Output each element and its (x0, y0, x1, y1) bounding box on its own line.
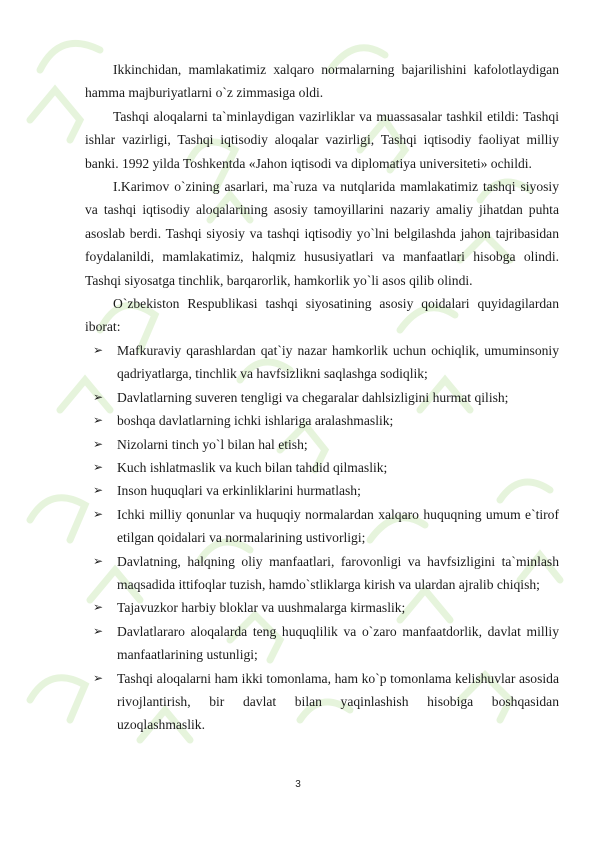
list-item-text: Davlatlararo aloqalarda teng huquqlilik va o`zaro manfaatdorlik, davlat milliy manfaatlarining ustunligi; (117, 623, 559, 663)
list-item-text: Nizolarni tinch yo`l bilan hal etish; (117, 436, 308, 452)
list-item-text: Ichki milliy qonunlar va huquqiy normalardan xalqaro huquqning umum e`tirof etilgan qoidalari va normalarining ustivorligi; (117, 506, 559, 546)
list-item (85, 456, 559, 479)
arrow-bullet-icon: ➢ (93, 553, 104, 568)
paragraph: Ikkinchidan, mamlakatimiz xalqaro normalarning bajarilishini kafolotlaydigan hamma majburiyatlarni o`z zimmasiga oldi. (85, 62, 559, 101)
list-item-text: boshqa davlatlarning ichki ishlariga aralashmaslik; (117, 413, 394, 429)
list-item (85, 620, 559, 667)
arrow-bullet-icon: ➢ (93, 459, 104, 474)
list-item-text: Inson huquqlari va erkinliklarini hurmatlash; (117, 483, 361, 499)
arrow-bullet-icon: ➢ (93, 342, 104, 357)
arrow-bullet-icon: ➢ (93, 389, 104, 404)
list-item (85, 386, 559, 409)
list-item (85, 596, 559, 619)
list-item (85, 409, 559, 432)
list-item-text: Davlatning, halqning oliy manfaatlari, farovonligi va havfsizligini ta`minlash maqsadida ittifoqlar tuzish, hamdo`stliklarga kirish va ulardan ajralib chiqish; (117, 553, 559, 592)
list-item-text: Davlatlarning suveren tengligi va chegaralar dahlsizligini hurmat qilish; (117, 389, 509, 405)
list-item-text: Kuch ishlatmaslik va kuch bilan tahdid qilmaslik; (117, 459, 388, 475)
list-item (85, 550, 559, 597)
list-item (85, 503, 559, 550)
paragraph: I.Karimov o`zining asarlari, ma`ruza va nutqlarida mamlakatimiz tashqi siyosiy va tashqi iqtisodiy aloqalarining asosiy tamoyillarini nazariy amaliy jihatdan puhta asoslab berdi. Tashqi siyosiy va tashqi iqtisodiy yo`lni belgilashda jahon tajribasidan foydalanildi, mamlakatimiz, halqmiz hususiyatlari va manfaatlari hisobga olindi. Tashqi siyosatga tinchlik, barqarorlik, hamkorlik yo`li asos qilib olindi. (85, 179, 559, 288)
paragraph: O`zbekiston Respublikasi tashqi siyosatining asosiy qoidalari quyidagilardan iborat: (85, 296, 559, 335)
arrow-bullet-icon: ➢ (93, 483, 104, 498)
arrow-bullet-icon: ➢ (93, 506, 104, 521)
list-item-text: Mafkuraviy qarashlardan qat`iy nazar hamkorlik uchun ochiqlik, umuminsoniy qadriyatlarga, tinchlik va havfsizlikni saqlashga sodiqlik; (117, 342, 559, 382)
list-item (85, 479, 559, 502)
list-item (85, 433, 559, 456)
arrow-bullet-icon: ➢ (93, 413, 104, 428)
list-item-text: Tashqi aloqalarni ham ikki tomonlama, ham ko`p tomonlama kelishuvlar asosida rivojlantirish, bir davlat bilan yaqinlashish hisobiga boshqasidan uzoqlashmaslik. (117, 670, 559, 733)
document-body (85, 58, 559, 737)
list-item (85, 339, 559, 386)
list-item-text: Tajavuzkor harbiy bloklar va uushmalarga kirmaslik; (117, 600, 406, 616)
list-item (85, 667, 559, 737)
principles-list (85, 339, 559, 737)
arrow-bullet-icon: ➢ (93, 670, 104, 685)
arrow-bullet-icon: ➢ (93, 436, 104, 451)
paragraph: Tashqi aloqalarni ta`minlaydigan vazirliklar va muassasalar tashkil etildi: Tashqi ishlar vazirligi, Tashqi iqtisodiy aloqalar vazirligi, Tashqi iqtisodiy faoliyat milliy banki. 1992 yilda Toshkentda «Jahon iqtisodi va diplomatiya universiteti» ochildi. (85, 108, 559, 171)
arrow-bullet-icon: ➢ (93, 623, 104, 638)
arrow-bullet-icon: ➢ (93, 600, 104, 615)
page-number: 3 (295, 779, 301, 790)
